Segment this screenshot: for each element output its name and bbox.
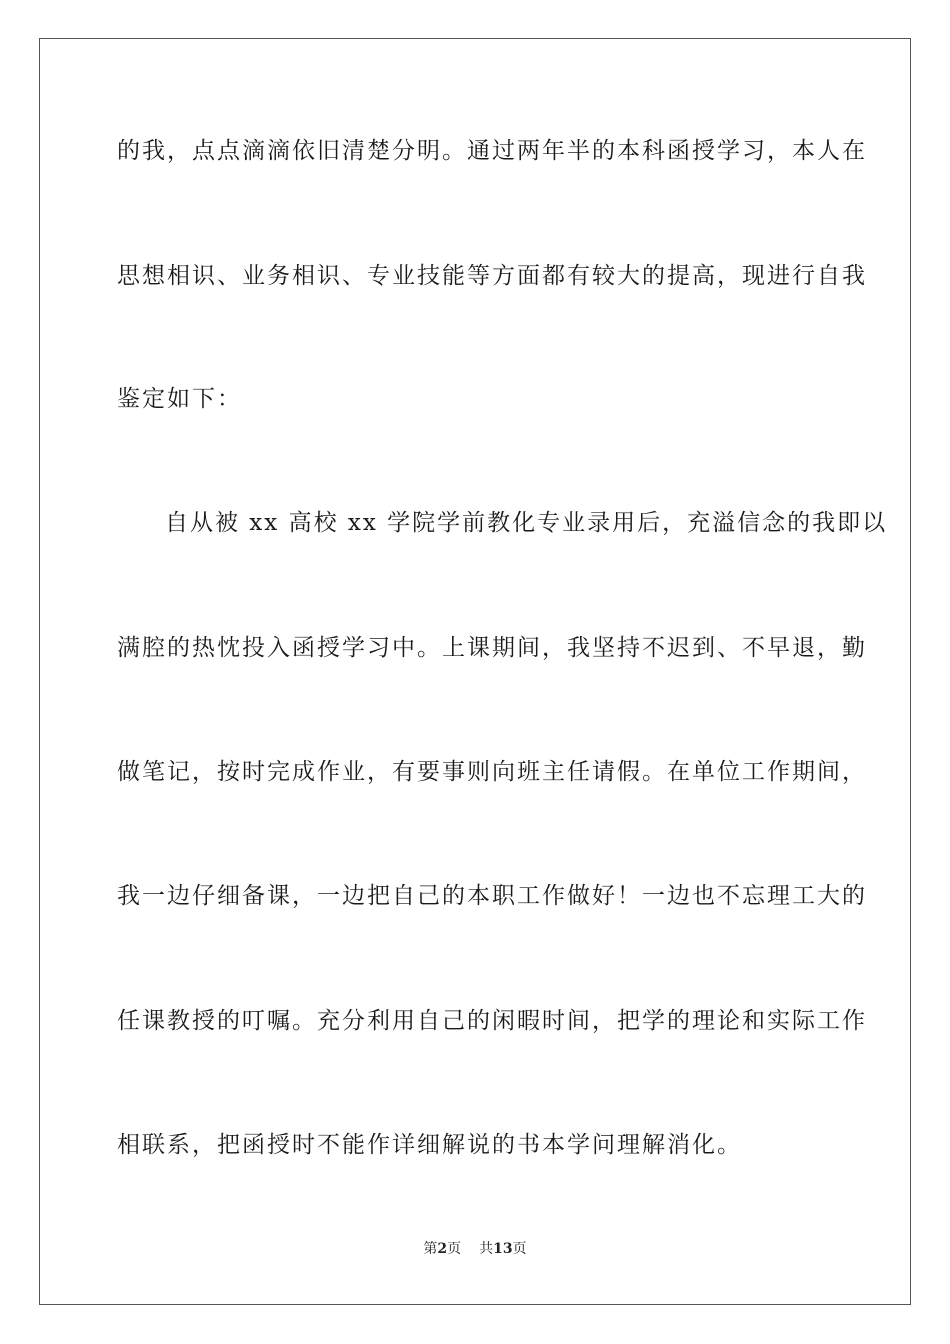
text-line-7: 我一边仔细备课，一边把自己的本职工作做好！一边也不忘理工大的 [117,883,867,909]
text-line-5: 满腔的热忱投入函授学习中。上课期间，我坚持不迟到、不早退，勤 [117,635,867,661]
text-line-6: 做笔记，按时完成作业，有要事则向班主任请假。在单位工作期间， [117,759,867,785]
text-line-3: 鉴定如下： [117,386,242,412]
footer-page-prefix: 第 [423,1241,438,1257]
text-line-8: 任课教授的叮嘱。充分利用自己的闲暇时间，把学的理论和实际工作 [117,1008,867,1034]
footer-total-suffix: 页 [512,1241,527,1257]
text-line-9: 相联系，把函授时不能作详细解说的书本学问理解消化。 [117,1132,742,1158]
footer-total-prefix: 共 [479,1241,494,1257]
page-border [39,38,911,1305]
text-line-1: 的我，点点滴滴依旧清楚分明。通过两年半的本科函授学习，本人在 [117,138,867,164]
footer-page-number: 2 [437,1241,448,1257]
footer-page-suffix: 页 [447,1241,462,1257]
text-line-2: 思想相识、业务相识、专业技能等方面都有较大的提高，现进行自我 [117,263,867,289]
text-line-4: 自从被 xx 高校 xx 学院学前教化专业录用后，充溢信念的我即以 [165,510,888,536]
page-footer [0,1240,950,1258]
footer-total-pages: 13 [493,1241,513,1257]
